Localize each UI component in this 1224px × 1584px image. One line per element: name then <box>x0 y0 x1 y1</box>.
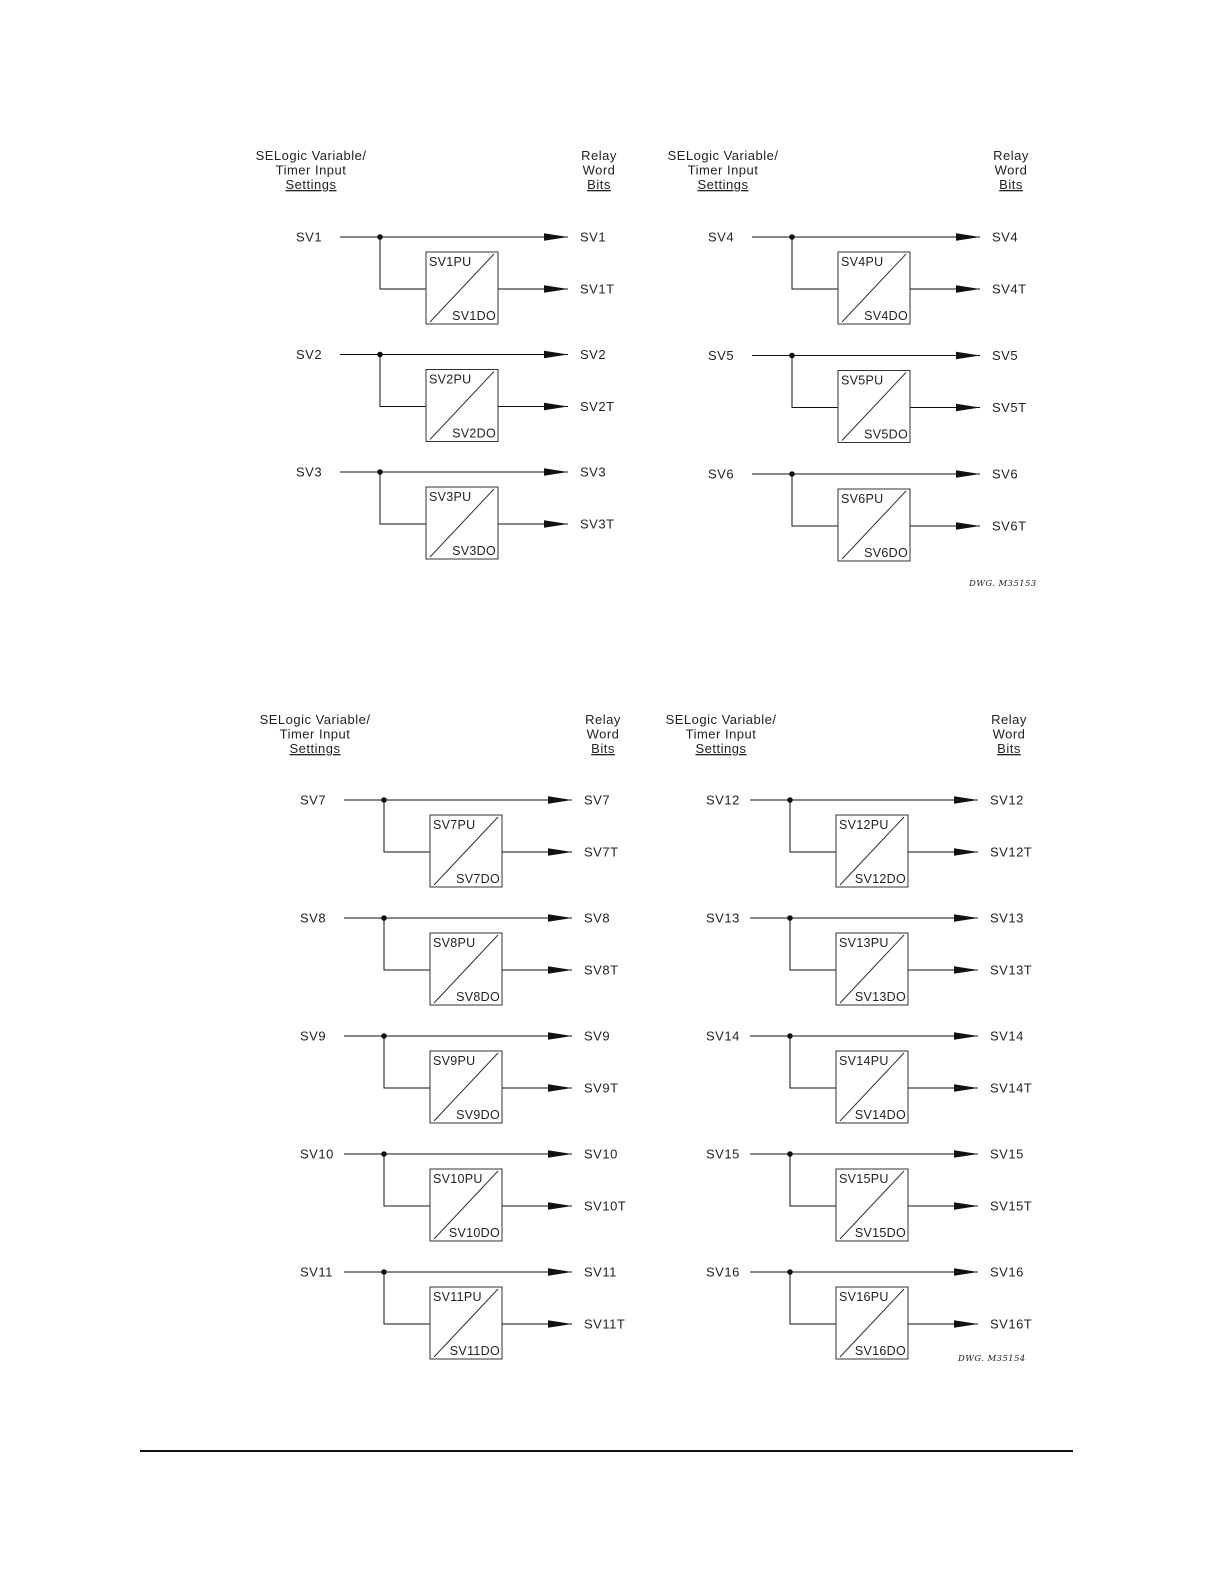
input-label: SV11 <box>300 1264 333 1280</box>
header-right-line-2: Word <box>586 726 620 742</box>
input-label: SV2 <box>296 347 323 362</box>
dropout-label: SV7DO <box>456 872 500 886</box>
output-label: SV2 <box>580 347 607 362</box>
timer-row-sv8 <box>300 911 619 1006</box>
dropout-label: SV11DO <box>449 1344 500 1358</box>
dropout-label: SV9DO <box>456 1108 500 1122</box>
input-label: SV14 <box>706 1028 740 1044</box>
input-label: SV8 <box>300 910 327 926</box>
header-left-line-3: Settings <box>289 741 341 756</box>
dropout-label: SV10DO <box>448 1226 500 1240</box>
timer-output-label: SV15T <box>990 1198 1033 1214</box>
timer-row-sv15 <box>706 1147 1032 1242</box>
output-label: SV10 <box>584 1146 618 1162</box>
timer-row-sv4 <box>708 230 1027 325</box>
timer-branch-wire <box>792 237 838 289</box>
timer-output-label: SV9T <box>584 1080 619 1096</box>
dropout-label: SV13DO <box>854 990 906 1004</box>
dropout-label: SV8DO <box>456 990 500 1004</box>
timer-output-label: SV4T <box>992 281 1027 297</box>
output-label: SV1 <box>580 229 607 245</box>
header-left-line-1: SELogic Variable/ <box>255 148 367 163</box>
pickup-label: SV8PU <box>433 936 476 950</box>
timer-output-label: SV12T <box>990 844 1033 860</box>
timer-panel-1 <box>256 148 617 559</box>
header-right-line-2: Word <box>994 162 1028 178</box>
timer-branch-wire <box>790 1036 836 1088</box>
timer-branch-wire <box>384 1272 430 1324</box>
timer-output-label: SV3T <box>580 516 615 532</box>
output-label: SV12 <box>990 792 1024 808</box>
timer-output-label: SV2T <box>580 399 615 414</box>
timer-branch-wire <box>384 1154 430 1206</box>
output-label: SV4 <box>992 229 1019 245</box>
dropout-label: SV3DO <box>452 544 496 558</box>
header-left-line-1: SELogic Variable/ <box>259 712 371 727</box>
pickup-label: SV1PU <box>429 255 472 269</box>
header-left-line-3: Settings <box>697 177 749 192</box>
timer-row-sv13 <box>706 911 1032 1006</box>
pickup-label: SV6PU <box>841 492 884 506</box>
input-label: SV13 <box>706 910 740 926</box>
pickup-label: SV12PU <box>839 818 889 832</box>
timer-branch-wire <box>380 237 426 289</box>
header-left-line-2: Timer Input <box>275 162 347 178</box>
timer-row-sv11 <box>300 1265 625 1360</box>
timer-row-sv10 <box>300 1147 626 1242</box>
input-label: SV12 <box>706 792 740 808</box>
timer-row-sv3 <box>296 465 615 560</box>
pickup-label: SV15PU <box>839 1172 889 1186</box>
input-label: SV9 <box>300 1028 327 1044</box>
output-label: SV5 <box>992 348 1019 363</box>
output-label: SV6 <box>992 466 1019 482</box>
dropout-label: SV14DO <box>854 1108 906 1122</box>
header-left-line-3: Settings <box>285 177 337 192</box>
timer-row-sv9 <box>300 1029 619 1124</box>
output-label: SV13 <box>990 910 1024 926</box>
output-label: SV9 <box>584 1028 611 1044</box>
output-label: SV15 <box>990 1146 1024 1162</box>
pickup-label: SV11PU <box>433 1290 482 1304</box>
header-right-line-1: Relay <box>991 712 1027 727</box>
pickup-label: SV7PU <box>433 818 476 832</box>
timer-output-label: SV6T <box>992 518 1027 534</box>
header-right-line-3: Bits <box>997 741 1021 756</box>
pickup-label: SV5PU <box>841 373 884 388</box>
timer-row-sv14 <box>706 1029 1032 1124</box>
dropout-label: SV5DO <box>864 427 908 442</box>
dropout-label: SV15DO <box>854 1226 906 1240</box>
input-label: SV3 <box>296 464 323 480</box>
timer-branch-wire <box>790 1154 836 1206</box>
timer-row-sv1 <box>296 230 615 325</box>
timer-output-label: SV8T <box>584 962 619 978</box>
timer-row-sv2 <box>296 347 615 442</box>
timer-branch-wire <box>790 800 836 852</box>
header-right-line-2: Word <box>582 162 616 178</box>
input-label: SV1 <box>296 229 323 245</box>
timer-output-label: SV5T <box>992 400 1027 415</box>
timer-output-label: SV14T <box>990 1080 1033 1096</box>
drawing-number: DWG. M35153 <box>969 579 1037 589</box>
output-label: SV11 <box>584 1264 617 1280</box>
timer-panel-4 <box>666 712 1033 1364</box>
pickup-label: SV16PU <box>839 1290 889 1304</box>
dropout-label: SV6DO <box>864 546 908 560</box>
header-right-line-1: Relay <box>581 148 617 163</box>
timer-branch-wire <box>790 1272 836 1324</box>
pickup-label: SV13PU <box>839 936 889 950</box>
output-label: SV14 <box>990 1028 1024 1044</box>
timer-row-sv16 <box>706 1265 1032 1360</box>
header-right-line-2: Word <box>992 726 1026 742</box>
timer-branch-wire <box>790 918 836 970</box>
timer-output-label: SV13T <box>990 962 1033 978</box>
input-label: SV6 <box>708 466 735 482</box>
input-label: SV7 <box>300 792 327 808</box>
pickup-label: SV9PU <box>433 1054 476 1068</box>
pickup-label: SV2PU <box>429 372 472 387</box>
timer-output-label: SV11T <box>584 1316 626 1332</box>
timer-branch-wire <box>792 356 838 408</box>
dropout-label: SV16DO <box>854 1344 906 1358</box>
header-right-line-3: Bits <box>999 177 1023 192</box>
output-label: SV8 <box>584 910 611 926</box>
header-left-line-2: Timer Input <box>279 726 351 742</box>
timer-branch-wire <box>384 1036 430 1088</box>
timer-row-sv5 <box>708 348 1027 443</box>
timer-row-sv7 <box>300 793 619 888</box>
header-left-line-3: Settings <box>695 741 747 756</box>
timer-row-sv12 <box>706 793 1032 888</box>
timer-output-label: SV1T <box>580 281 615 297</box>
header-right-line-1: Relay <box>993 148 1029 163</box>
input-label: SV16 <box>706 1264 740 1280</box>
dropout-label: SV12DO <box>854 872 906 886</box>
header-left-line-1: SELogic Variable/ <box>667 148 779 163</box>
output-label: SV3 <box>580 464 607 480</box>
header-right-line-3: Bits <box>587 177 611 192</box>
header-right-line-1: Relay <box>585 712 621 727</box>
timer-branch-wire <box>380 355 426 407</box>
header-left-line-2: Timer Input <box>685 726 757 742</box>
input-label: SV10 <box>300 1146 334 1162</box>
input-label: SV15 <box>706 1146 740 1162</box>
timer-output-label: SV16T <box>990 1316 1033 1332</box>
timer-output-label: SV7T <box>584 844 619 860</box>
dropout-label: SV1DO <box>452 309 496 323</box>
drawing-number: DWG. M35154 <box>958 1354 1026 1364</box>
input-label: SV5 <box>708 348 735 363</box>
timer-panel-3 <box>260 712 627 1359</box>
input-label: SV4 <box>708 229 735 245</box>
dropout-label: SV2DO <box>452 426 496 441</box>
header-left-line-1: SELogic Variable/ <box>665 712 777 727</box>
pickup-label: SV4PU <box>841 255 884 269</box>
timer-branch-wire <box>384 918 430 970</box>
header-left-line-2: Timer Input <box>687 162 759 178</box>
output-label: SV7 <box>584 792 611 808</box>
pickup-label: SV3PU <box>429 490 472 504</box>
timer-row-sv6 <box>708 467 1027 562</box>
timer-branch-wire <box>380 472 426 524</box>
timer-branch-wire <box>384 800 430 852</box>
header-right-line-3: Bits <box>591 741 615 756</box>
timer-output-label: SV10T <box>584 1198 627 1214</box>
timer-branch-wire <box>792 474 838 526</box>
pickup-label: SV10PU <box>433 1172 483 1186</box>
timer-panel-2 <box>668 148 1037 589</box>
pickup-label: SV14PU <box>839 1054 889 1068</box>
output-label: SV16 <box>990 1264 1024 1280</box>
dropout-label: SV4DO <box>864 309 908 323</box>
